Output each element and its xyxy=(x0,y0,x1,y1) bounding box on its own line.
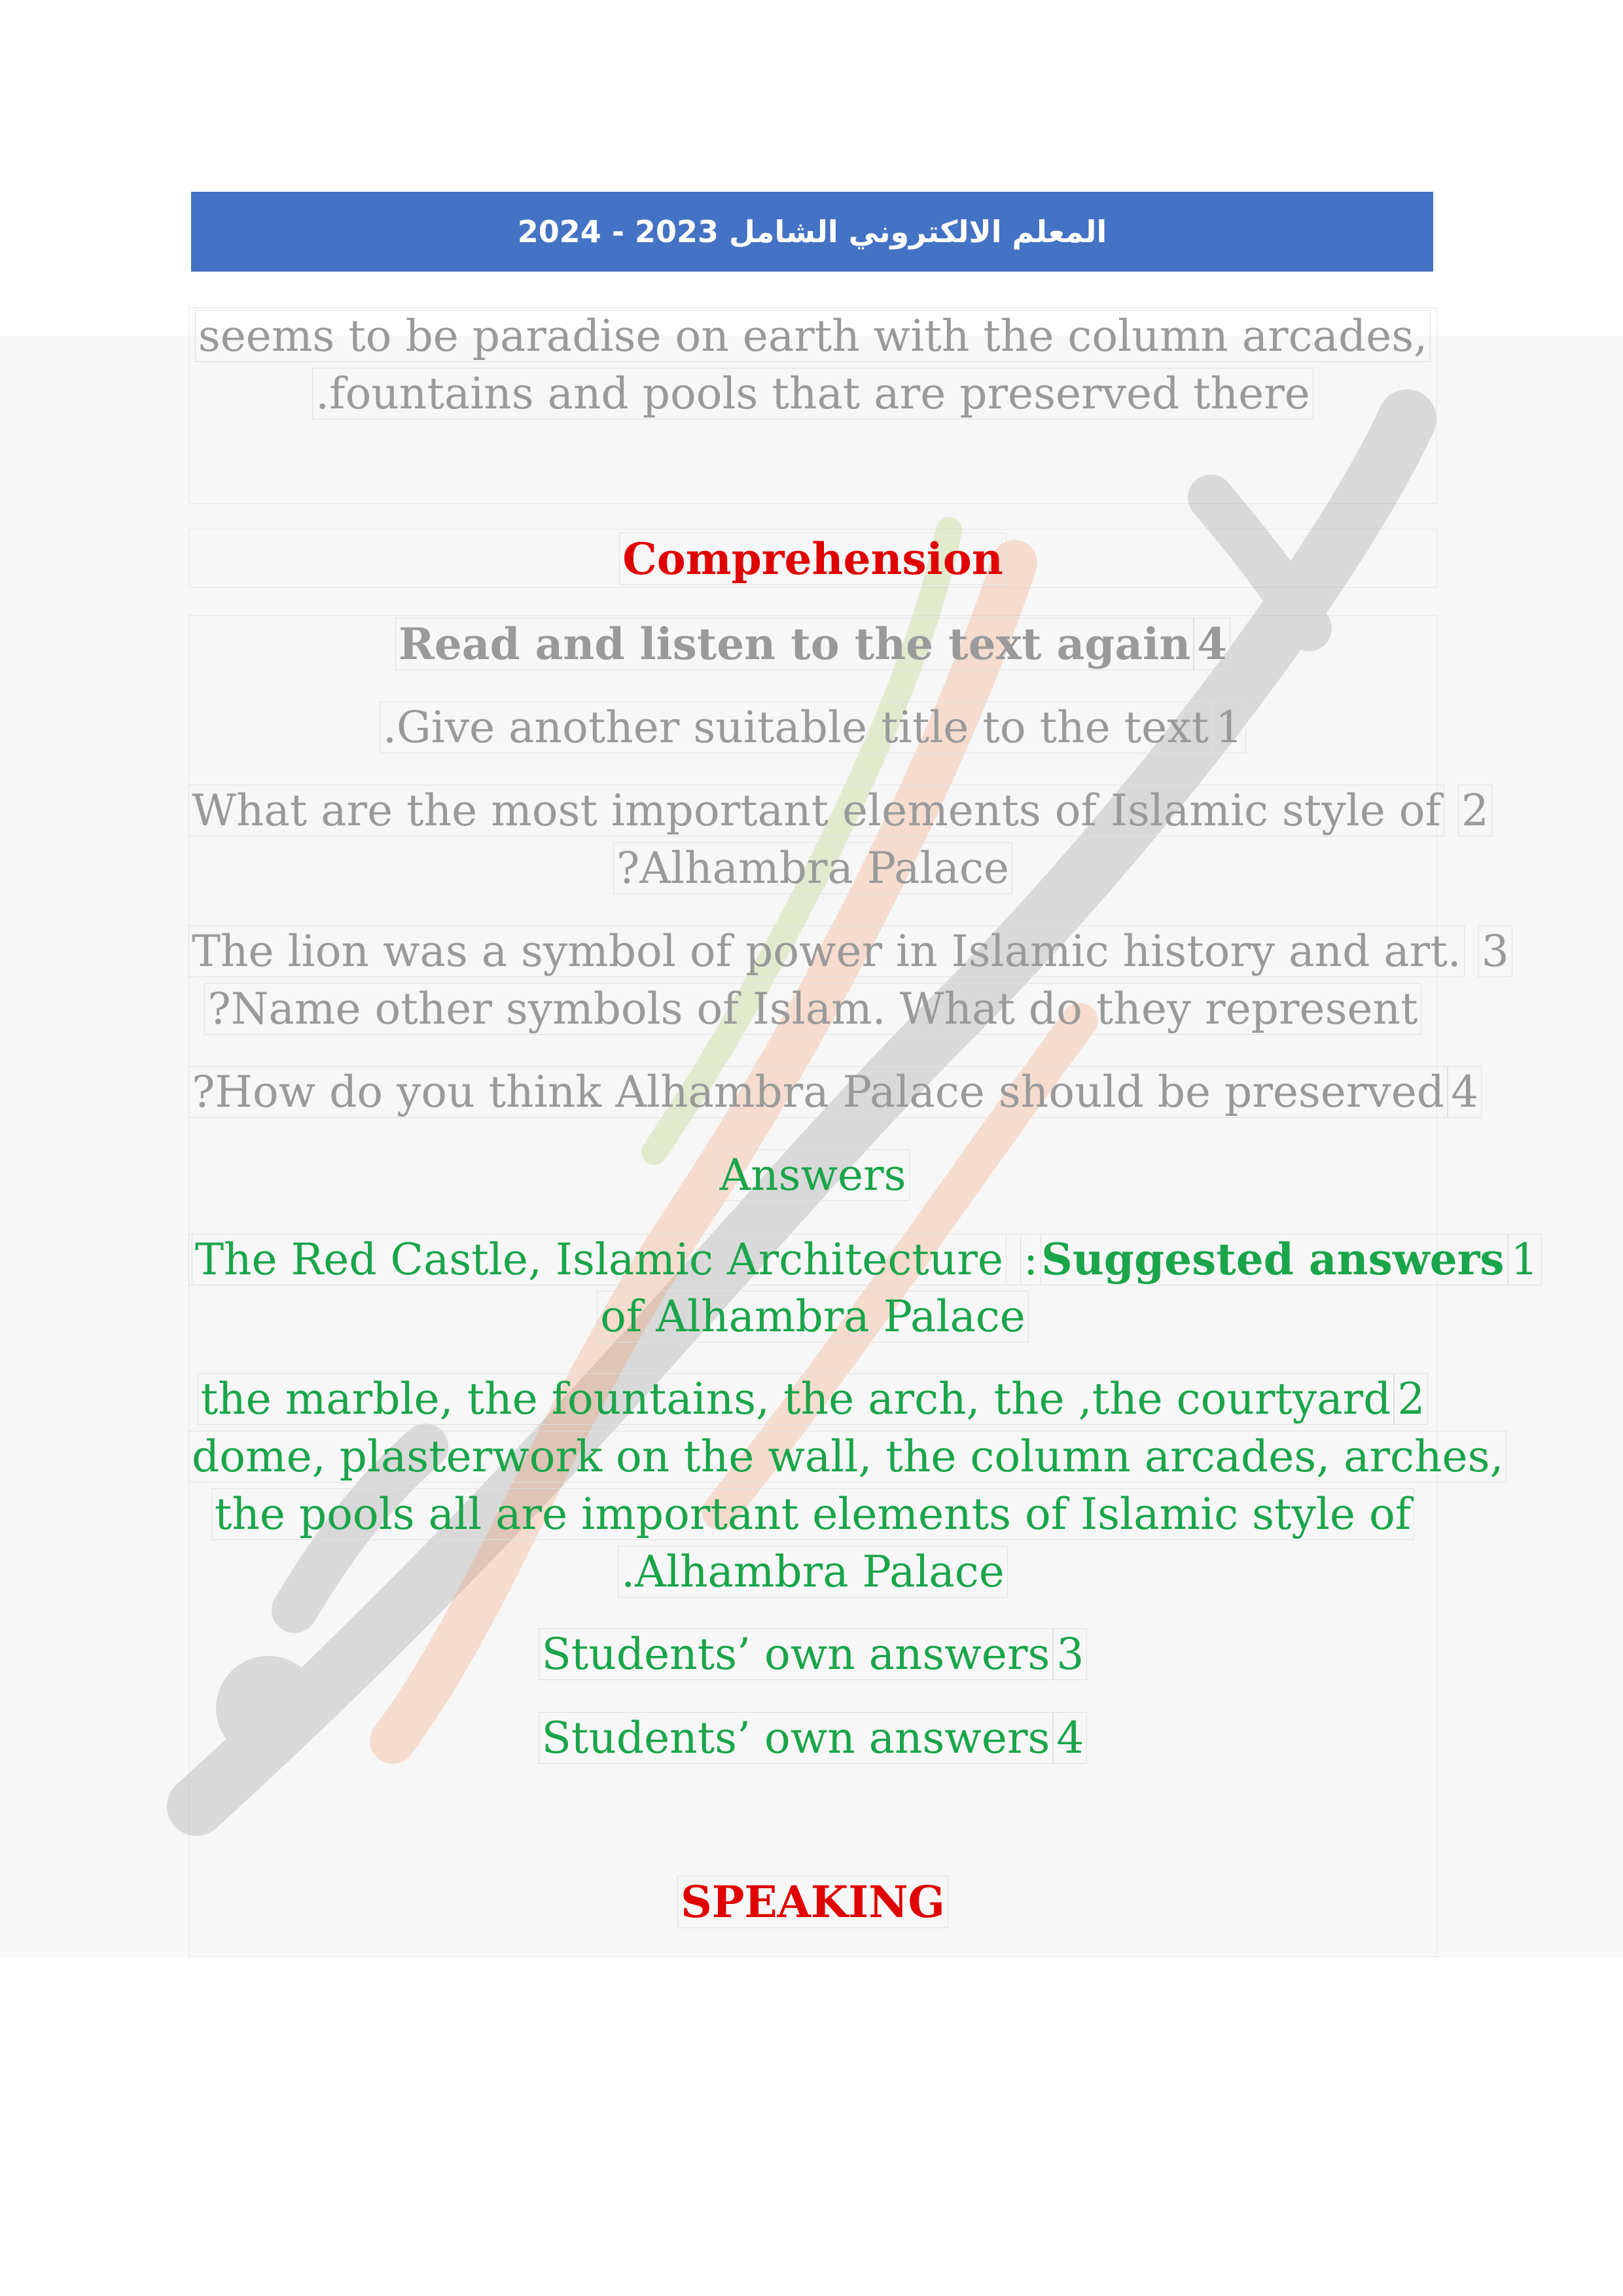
answer-4: Students’ own answers 4 xyxy=(188,1710,1437,1767)
question-number: 1 xyxy=(1212,702,1246,753)
question-3-line-2: ?Name other symbols of Islam. What do they represent xyxy=(188,980,1437,1038)
answer-2-line-4: .Alhambra Palace xyxy=(188,1543,1437,1601)
answer-number: 1 xyxy=(1508,1234,1542,1285)
suggested-answers-label: Suggested answers xyxy=(1041,1234,1505,1285)
passage-line-2: .fountains and pools that are preserved there xyxy=(188,365,1437,423)
answer-1-line-2: of Alhambra Palace xyxy=(188,1288,1437,1346)
question-number: 3 xyxy=(1478,925,1512,977)
question-4: ?How do you think Alhambra Palace should be preserved 4 xyxy=(188,1064,1437,1121)
question-number: 4 xyxy=(1448,1066,1482,1118)
page-header xyxy=(191,192,1433,272)
answer-2-line-2: dome, plasterwork on the wall, the column arcades, arches, xyxy=(188,1428,1437,1486)
comprehension-heading: Comprehension xyxy=(188,530,1437,588)
instruction-number: 4 xyxy=(1194,618,1230,670)
answers-heading: Answers xyxy=(188,1147,1437,1204)
answer-number: 4 xyxy=(1053,1712,1087,1764)
comprehension-instruction: Read and listen to the text again 4 xyxy=(188,615,1437,673)
answer-1: The Red Castle, Islamic Architecture :Suggested answers 1 xyxy=(188,1230,1437,1289)
question-3: The lion was a symbol of power in Islamic history and art. 3 xyxy=(188,923,1437,980)
question-1: .Give another suitable title to the text 1 xyxy=(188,699,1437,757)
header-title: المعلم الالكتروني الشامل 2023 - 2024 xyxy=(517,214,1107,249)
question-number: 2 xyxy=(1458,785,1492,836)
answer-number: 2 xyxy=(1394,1373,1428,1425)
answer-number: 3 xyxy=(1053,1628,1087,1680)
answer-2-line-3: the pools all are important elements of Islamic style of xyxy=(188,1486,1437,1543)
question-2: What are the most important elements of Islamic style of 2 xyxy=(188,782,1437,840)
speaking-heading: SPEAKING xyxy=(188,1873,1437,1931)
question-2-line-2: ?Alhambra Palace xyxy=(188,840,1437,897)
answer-2: the marble, the fountains, the arch, the ,the courtyard 2 xyxy=(188,1371,1437,1428)
answer-3: Students’ own answers 3 xyxy=(188,1626,1437,1683)
passage-line-1: seems to be paradise on earth with the column arcades, xyxy=(188,308,1437,365)
